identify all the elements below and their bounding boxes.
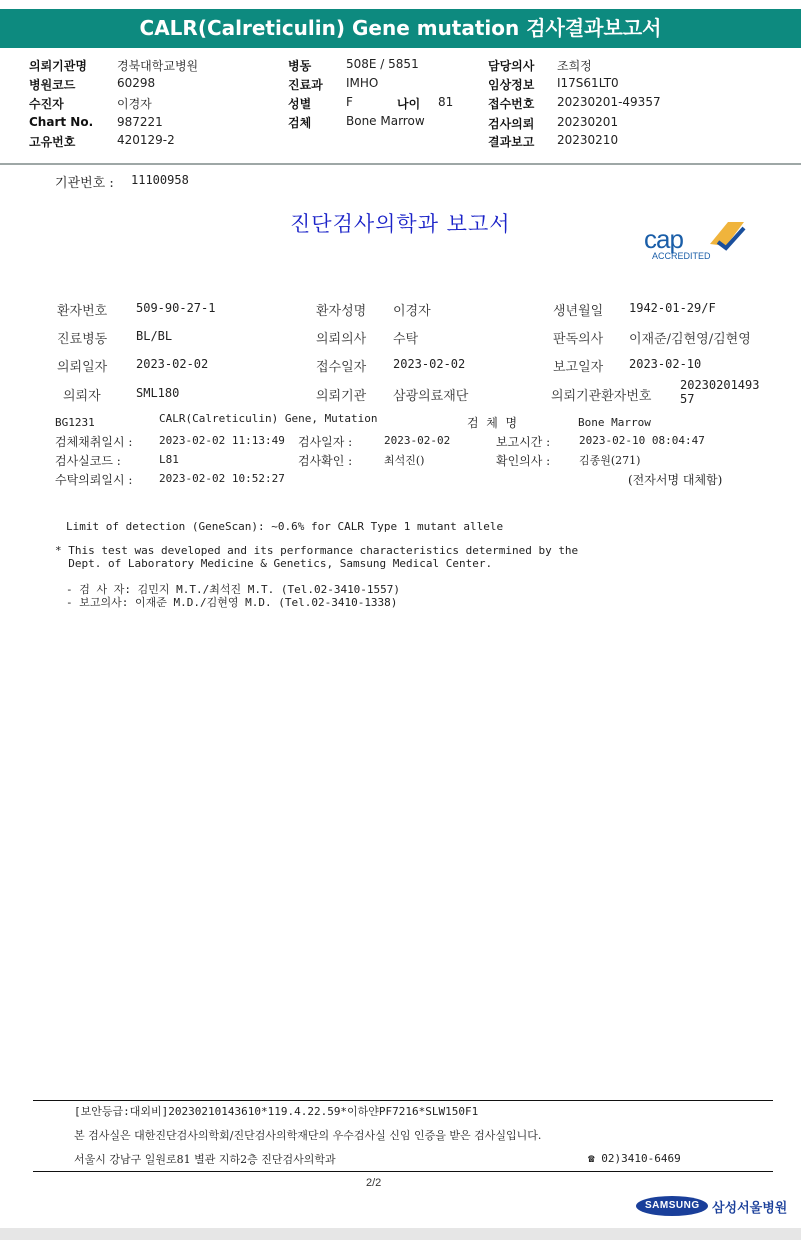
value-test-date: 2023-02-02	[384, 434, 451, 447]
label-clinic-ward: 진료병동	[57, 332, 108, 347]
value-hospital-code: 60298	[117, 76, 156, 90]
value-report-time: 2023-02-10 08:04:47	[579, 434, 705, 447]
label-patient-no: 환자번호	[57, 304, 108, 319]
electronic-signature-note: (전자서명 대체함)	[628, 473, 723, 487]
test-note-line-2: Dept. of Laboratory Medicine & Genetics, Samsung Medical Center.	[55, 557, 493, 570]
label-requester: 의뢰자	[63, 389, 101, 404]
institution-number: 11100958	[131, 173, 189, 187]
value-request-date: 2023-02-02	[136, 357, 209, 371]
test-name: CALR(Calreticulin) Gene, Mutation	[159, 412, 378, 425]
header-info-panel	[0, 48, 801, 165]
label-receipt-no: 접수번호	[488, 97, 535, 111]
label-reading-doctor: 판독의사	[553, 332, 604, 347]
value-confirm-doctor: 김종원(271)	[579, 454, 641, 467]
label-result-report: 결과보고	[488, 135, 535, 149]
label-department: 진료과	[288, 78, 323, 92]
value-attending: 조희정	[557, 59, 592, 73]
label-age: 나이	[397, 97, 421, 111]
label-specimen: 검체	[288, 116, 312, 130]
test-note-line-1: * This test was developed and its performance characteristics determined by the	[55, 544, 579, 557]
value-specimen: Bone Marrow	[346, 114, 425, 128]
label-ward: 병동	[288, 59, 312, 73]
cap-accredited-logo	[640, 218, 750, 266]
label-birth-date: 생년월일	[553, 304, 604, 319]
security-line: [보안등급:대외비]20230210143610*119.4.22.59*이하얀PF7216*SLW150F1	[74, 1105, 479, 1118]
value-result-report: 20230210	[557, 133, 619, 147]
label-unique-no: 고유번호	[29, 135, 76, 149]
label-clinical-info: 임상정보	[488, 78, 535, 92]
label-patient-name: 환자성명	[316, 304, 367, 319]
label-org-patient-no: 의뢰기관환자번호	[551, 389, 652, 404]
value-patient-name: 이경자	[393, 304, 431, 319]
label-lab-code: 검사실코드 :	[55, 454, 121, 468]
label-requesting-org: 의뢰기관	[316, 389, 367, 404]
specimen-value: Bone Marrow	[578, 416, 651, 429]
value-requester: SML180	[136, 386, 180, 400]
value-test-request: 20230201	[557, 115, 619, 129]
label-requesting-institution: 의뢰기관명	[29, 59, 87, 73]
certification-text: 본 검사실은 대한진단검사의학회/진단검사의학재단의 우수검사실 신임 인증을 받은 검사실입니다.	[74, 1129, 542, 1142]
label-request-date: 의뢰일자	[57, 360, 108, 375]
value-requesting-doctor: 수탁	[393, 332, 419, 347]
cap-logo-subtext: ACCREDITED	[652, 251, 711, 261]
value-clinical-info: I17S61LT0	[557, 76, 619, 90]
value-receipt-no: 20230201-49357	[557, 95, 661, 109]
specimen-label: 검 체 명	[467, 416, 518, 430]
value-test-confirm: 최석진()	[384, 454, 425, 467]
label-test-date: 검사일자 :	[298, 435, 353, 449]
samsung-logo-icon	[636, 1196, 708, 1216]
value-reading-doctor: 이재준/김현영/김현영	[629, 332, 751, 347]
label-patient: 수진자	[29, 97, 64, 111]
label-confirm-doctor: 확인의사 :	[496, 454, 551, 468]
test-code: BG1231	[55, 416, 95, 429]
lab-phone: ☎ 02)3410-6469	[588, 1152, 681, 1165]
value-outsourced-time: 2023-02-02 10:52:27	[159, 472, 285, 485]
label-sex: 성별	[288, 97, 312, 111]
value-ward: 508E / 5851	[346, 57, 419, 71]
label-report-time: 보고시간 :	[496, 435, 551, 449]
value-patient-no: 509-90-27-1	[136, 301, 216, 315]
cap-logo-text: cap	[644, 224, 683, 254]
report-title: 진단검사의학과 보고서	[290, 212, 511, 236]
label-report-date: 보고일자	[553, 360, 604, 375]
value-report-date: 2023-02-10	[629, 357, 702, 371]
value-org-patient-no: 2023020149357	[680, 378, 760, 406]
value-requesting-institution: 경북대학교병원	[117, 59, 199, 73]
label-receipt-date: 접수일자	[316, 360, 367, 375]
label-collection-time: 검체채취일시 :	[55, 435, 133, 449]
institution-number-label: 기관번호 :	[55, 176, 114, 191]
page-number: 2/2	[366, 1177, 382, 1189]
label-test-request: 검사의뢰	[488, 117, 535, 131]
page-bottom-band	[0, 1228, 801, 1240]
label-test-confirm: 검사확인 :	[298, 454, 353, 468]
tester-line: - 검 사 자: 김민지 M.T./최석진 M.T. (Tel.02-3410-1557)	[66, 583, 401, 596]
hospital-brand-name: 삼성서울병원	[712, 1201, 788, 1216]
label-hospital-code: 병원코드	[29, 78, 76, 92]
reporter-line: - 보고의사: 이재준 M.D./김현영 M.D. (Tel.02-3410-1338)	[66, 596, 398, 609]
value-collection-time: 2023-02-02 11:13:49	[159, 434, 285, 447]
value-patient: 이경자	[117, 97, 152, 111]
report-header-title: CALR(Calreticulin) Gene mutation 검사결과보고서	[0, 9, 801, 48]
samsung-brand-text: SAMSUNG	[645, 1200, 700, 1211]
value-birth-date: 1942-01-29/F	[629, 301, 716, 315]
value-chart-no: 987221	[117, 115, 163, 129]
value-requesting-org: 삼광의료재단	[393, 389, 469, 404]
value-sex: F	[346, 95, 353, 109]
value-unique-no: 420129-2	[117, 133, 175, 147]
detection-limit-text: Limit of detection (GeneScan): ~0.6% for CALR Type 1 mutant allele	[66, 520, 504, 533]
label-attending: 담당의사	[488, 59, 535, 73]
value-lab-code: L81	[159, 453, 179, 466]
value-age: 81	[438, 95, 454, 109]
label-outsourced-time: 수탁의뢰일시 :	[55, 473, 133, 487]
footer-top-divider	[33, 1100, 773, 1101]
label-requesting-doctor: 의뢰의사	[316, 332, 367, 347]
label-chart-no: Chart No.	[29, 115, 94, 129]
value-clinic-ward: BL/BL	[136, 329, 173, 343]
footer-bottom-divider	[33, 1171, 773, 1172]
value-department: IMHO	[346, 76, 379, 90]
lab-address: 서울시 강남구 일원로81 별관 지하2층 진단검사의학과	[74, 1153, 336, 1166]
value-receipt-date: 2023-02-02	[393, 357, 466, 371]
